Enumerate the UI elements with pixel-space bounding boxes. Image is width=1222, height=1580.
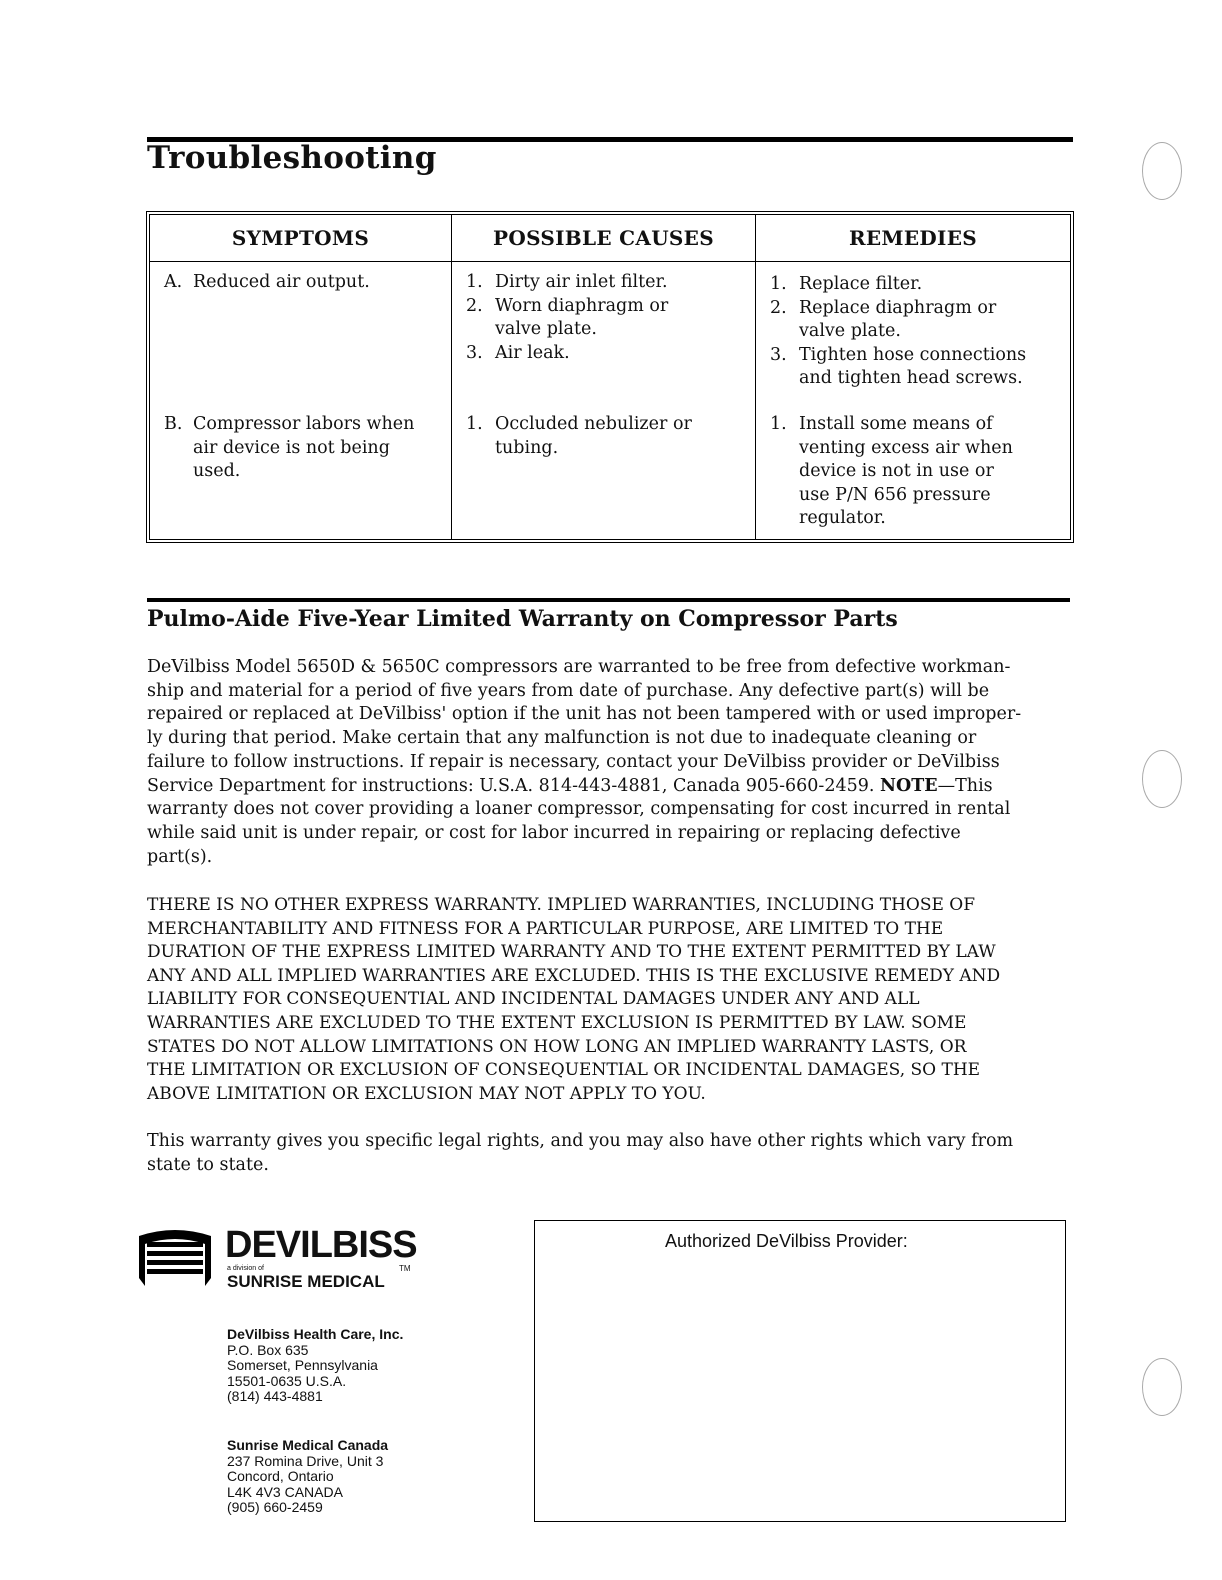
column-header: REMEDIES (756, 215, 1070, 262)
remedies-b: 1. Install some means of venting excess air when device is not in use or use P/N 656 pressure regulator. (770, 414, 1013, 528)
warranty-paragraph: DeVilbiss Model 5650D & 5650C compressors are warranted to be free from defective workman- ship and material for a period of five years from date of purchase. Any defective part(s) will be repaired or replaced at DeVilbiss' option if the unit has not been tampered with or used improper- ly during that period. Make certain that any malfunction is not due to inadequate cleaning or failure to follow instructions. If repair is necessary, contact your DeVilbiss provider or DeVilbiss Service Department for instructions: U.S.A. 814-443-4881, Canada 905-660-2459. NOTE—This warranty does not cover providing a loaner compressor, compensating for cost incurred in rental while said unit is under repair, or cost for labor incurred in repairing or replacing defective part(s). (147, 657, 1022, 867)
punch-hole (1142, 1358, 1182, 1416)
symptoms-column (150, 215, 452, 539)
address-us: DeVilbiss Health Care, Inc. P.O. Box 635 Somerset, Pennsylvania 15501-0635 U.S.A. (814) 443-4881 (227, 1326, 404, 1404)
remedies-a: 1. Replace filter. 2. Replace diaphragm or valve plate. 3. Tighten hose connections and tighten head screws. (770, 274, 1027, 388)
disclaimer-paragraph: THERE IS NO OTHER EXPRESS WARRANTY. IMPLIED WARRANTIES, INCLUDING THOSE OF MERCHANTABILITY AND FITNESS FOR A PARTICULAR PURPOSE, ARE LIMITED TO THE DURATION OF THE EXPRESS LIMITED WARRANTY AND TO THE EXTENT PERMITTED BY LAW ANY AND ALL IMPLIED WARRANTIES ARE EXCLUDED. THIS IS THE EXCLUSIVE REMEDY AND LIABILITY FOR CONSEQUENTIAL AND INCIDENTAL DAMAGES UNDER ANY AND ALL WARRANTIES ARE EXCLUDED TO THE EXTENT EXCLUSION IS PERMITTED BY LAW. SOME STATES DO NOT ALLOW LIMITATIONS ON HOW LONG AN IMPLIED WARRANTY LASTS, OR THE LIMITATION OR EXCLUSION OF CONSEQUENTIAL OR INCIDENTAL DAMAGES, SO THE ABOVE LIMITATION OR EXCLUSION MAY NOT APPLY TO YOU. (147, 895, 1001, 1104)
column-header: POSSIBLE CAUSES (452, 215, 755, 262)
remedies-column (756, 215, 1070, 539)
logo-wordmark: DEVILBISS (225, 1224, 417, 1266)
note-label: NOTE (880, 775, 938, 796)
provider-box (534, 1220, 1066, 1522)
column-header: SYMPTOMS (150, 215, 451, 262)
troubleshooting-table (146, 211, 1074, 543)
devilbiss-emblem-icon (133, 1226, 217, 1288)
logo-division: a division of (227, 1265, 264, 1272)
symptom-a: A. Reduced air output. (164, 272, 370, 292)
rights-paragraph: This warranty gives you specific legal rights, and you may also have other rights which vary from state to state. (147, 1131, 1014, 1175)
warranty-rule (147, 598, 1070, 602)
page-title: Troubleshooting (147, 140, 437, 176)
logo-trademark: TM (399, 1264, 411, 1273)
devilbiss-logo (133, 1224, 433, 1296)
symptom-b: B. Compressor labors when air device is not being used. (164, 414, 415, 481)
punch-hole (1142, 750, 1182, 808)
causes-a: 1. Dirty air inlet filter. 2. Worn diaphragm or valve plate. 3. Air leak. (466, 272, 669, 363)
causes-b: 1. Occluded nebulizer or tubing. (466, 414, 692, 458)
warranty-title: Pulmo-Aide Five-Year Limited Warranty on Compressor Parts (147, 606, 898, 632)
provider-label: Authorized DeVilbiss Provider: (665, 1231, 908, 1251)
punch-hole (1142, 142, 1182, 200)
logo-parent: SUNRISE MEDICAL (227, 1272, 385, 1291)
address-canada: Sunrise Medical Canada 237 Romina Drive, Unit 3 Concord, Ontario L4K 4V3 CANADA (905) 660-2459 (227, 1437, 389, 1515)
causes-column (452, 215, 756, 539)
